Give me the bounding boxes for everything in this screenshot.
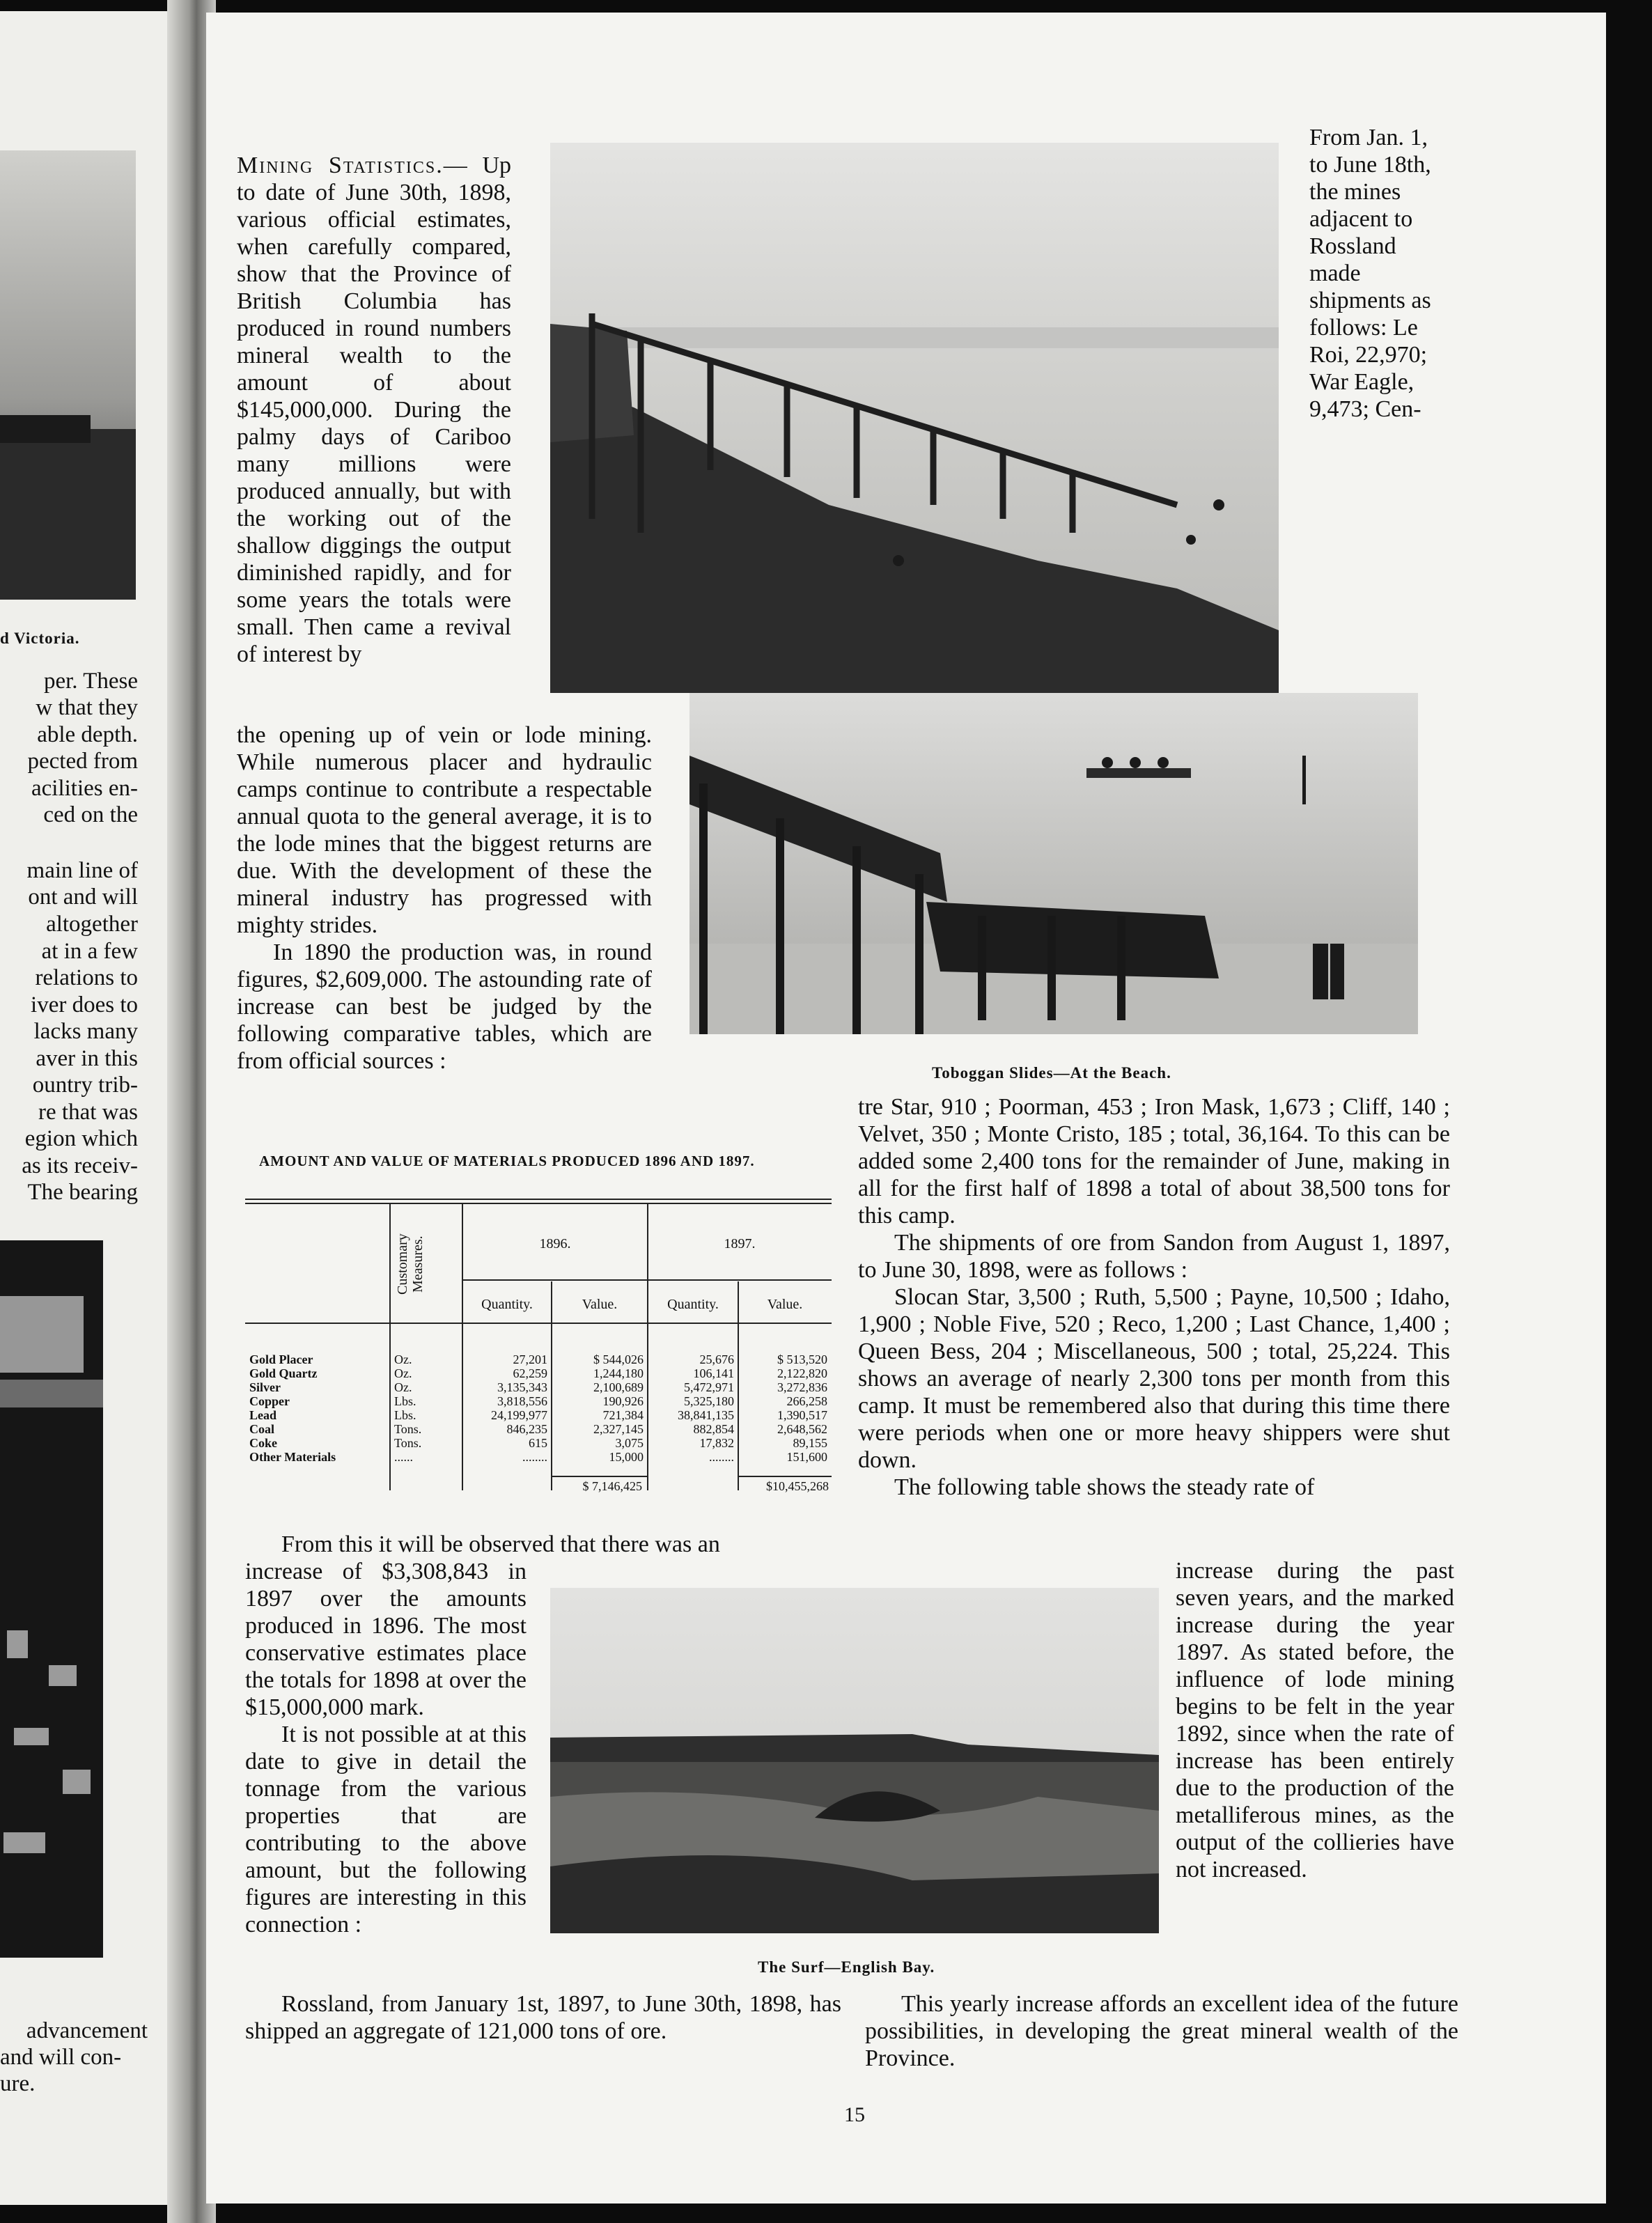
table-cell-value-1896: 15,000 xyxy=(609,1450,644,1464)
previous-page-line: and will con- xyxy=(0,2045,122,2070)
table-year-1897: 1897. xyxy=(724,1236,756,1251)
table-cell-quantity-1896: 846,235 xyxy=(506,1422,547,1436)
table-cell-quantity-1896: 27,201 xyxy=(513,1352,547,1366)
table-subheader-quantity-1897: Quantity. xyxy=(667,1297,719,1312)
previous-page-line: aver in this xyxy=(36,1046,138,1071)
table-cell-value-1896: 2,100,689 xyxy=(593,1380,644,1394)
table-cell-material: Gold Quartz xyxy=(249,1366,318,1380)
table-cell-quantity-1896: 3,135,343 xyxy=(497,1380,547,1394)
table-subheader-value-1896: Value. xyxy=(582,1297,618,1312)
column-a-lower xyxy=(237,722,652,1075)
table-cell-unit: Oz. xyxy=(394,1380,412,1394)
column-b xyxy=(858,1093,1450,1501)
paragraph: From this it will be observed that there was an xyxy=(281,1531,720,1557)
photo-toboggan-slides-graphic xyxy=(689,693,1418,1034)
table-cell-value-1897: $ 513,520 xyxy=(777,1352,827,1366)
table-cell-value-1896: $ 544,026 xyxy=(593,1352,644,1366)
photo-toboggan-slides xyxy=(689,693,1418,1034)
closing-paragraph xyxy=(865,1990,1458,2072)
table-row xyxy=(245,1436,832,1450)
table-cell-quantity-1896: 24,199,977 xyxy=(491,1408,547,1422)
table-cell-unit: Oz. xyxy=(394,1352,412,1366)
table-cell-material: Gold Placer xyxy=(249,1352,313,1366)
section-heading: Mining Statistics.— xyxy=(237,153,469,178)
table-cell-value-1896: 721,384 xyxy=(602,1408,644,1422)
column-b-wrap xyxy=(1176,1557,1454,1883)
table-cell-quantity-1897: 106,141 xyxy=(693,1366,734,1380)
previous-page-line: as its receiv- xyxy=(22,1153,138,1178)
previous-page-photo-bottom xyxy=(0,1240,103,1958)
paragraph: tre Star, 910 ; Poorman, 453 ; Iron Mask, 1,673 ; Cliff, 140 ; Velvet, 350 ; Monte Cristo, 185 ; total, 36,164. To this can be added some 2,400 tons for the remainder of June, making in all for the first half of 1898 a total of about 38,500 tons for this camp. xyxy=(858,1094,1450,1228)
previous-page-line: ure. xyxy=(0,2071,36,2096)
column-a-top xyxy=(237,152,511,668)
photo-beach-slide xyxy=(550,143,1279,693)
column-c-intro xyxy=(245,1531,841,1558)
previous-page-line: at in a few xyxy=(41,939,138,964)
previous-page-line: main line of xyxy=(26,858,138,883)
table-cell-quantity-1896: 62,259 xyxy=(513,1366,547,1380)
paragraph: increase of $3,308,843 in 1897 over the amounts produced in 1896. The most conservative estimates place the totals for 1898 at over the $15,000,000 mark. xyxy=(245,1559,527,1720)
previous-page-line: egion which xyxy=(24,1126,138,1151)
column-c xyxy=(245,1558,527,1938)
table-cell-quantity-1896: ........ xyxy=(522,1450,547,1464)
previous-page-photo-top-graphic xyxy=(0,150,136,600)
table-cell-material: Coke xyxy=(249,1436,277,1450)
table-cell-material: Copper xyxy=(249,1394,290,1408)
table-cell-quantity-1896: 3,818,556 xyxy=(497,1394,547,1408)
previous-page-line: acilities en- xyxy=(31,776,138,801)
previous-page-line: pected from xyxy=(27,749,138,774)
table-cell-unit: Tons. xyxy=(394,1422,422,1436)
table-cell-value-1897: 3,272,836 xyxy=(777,1380,827,1394)
paragraph: From Jan. 1, to June 18th, the mines adjacent to Rossland made shipments as follows: Le Roi, 22,970; War Eagle, 9,473; Cen- xyxy=(1309,125,1431,422)
previous-page-line: ced on the xyxy=(43,802,138,827)
previous-page-line: advancement xyxy=(26,2018,148,2043)
table-cell-value-1897: 1,390,517 xyxy=(777,1408,827,1422)
table-subheader-value-1897: Value. xyxy=(767,1297,803,1312)
table-cell-unit: Lbs. xyxy=(394,1394,416,1408)
table-cell-quantity-1896: 615 xyxy=(529,1436,547,1450)
paragraph: the opening up of vein or lode mining. While numerous placer and hydraulic camps continue to contribute a respectable annual quota to the general average, it is to the lode mines that the biggest returns are due. With the development of these the mineral industry has progressed with mighty strides. xyxy=(237,722,652,938)
table-cell-unit: ...... xyxy=(394,1450,413,1464)
previous-page-line: altogether xyxy=(46,912,138,937)
table-cell-material: Silver xyxy=(249,1380,281,1394)
table-row xyxy=(245,1380,832,1394)
table-cell-value-1896: 2,327,145 xyxy=(593,1422,644,1436)
table-cell-quantity-1897: 5,325,180 xyxy=(684,1394,734,1408)
page-number: 15 xyxy=(844,2103,865,2126)
table-cell-quantity-1897: 17,832 xyxy=(699,1436,734,1450)
table-cell-value-1896: 3,075 xyxy=(615,1436,644,1450)
table-cell-value-1896: 190,926 xyxy=(602,1394,644,1408)
previous-page-line: ont and will xyxy=(28,884,138,910)
previous-page-line: able depth. xyxy=(37,722,138,747)
table-year-1896: 1896. xyxy=(539,1236,571,1251)
table-total-1897: $10,455,268 xyxy=(766,1479,829,1493)
caption-surf: The Surf—English Bay. xyxy=(758,1958,935,1976)
table-row xyxy=(245,1408,832,1422)
paragraph: Up to date of June 30th, 1898, various official estimates, when carefully compared, show that the Province of British Columbia has produced in round numbers mineral wealth to the amount of about $145,000,000. During the palmy days of Cariboo many millions were produced annually, but with the working out of the shallow diggings the output diminished rapidly, and for some years the totals were small. Then came a revival of interest by xyxy=(237,153,511,667)
paragraph: It is not possible at at this date to give in detail the tonnage from the various properties that are contributing to the above amount, but the following figures are interesting in this connection : xyxy=(245,1722,527,1937)
table-row xyxy=(245,1366,832,1380)
paragraph: increase during the past seven years, and the marked increase during the year 1897. As stated before, the influence of lode mining begins to be felt in the year 1892, since when the rate of increase has been entirely due to the production of the metalliferous mines, as the output of the collieries have not increased. xyxy=(1176,1558,1454,1882)
previous-page-caption: d Victoria. xyxy=(0,630,80,647)
previous-page-text xyxy=(0,659,138,1230)
table-row xyxy=(245,1352,832,1366)
table-cell-value-1897: 266,258 xyxy=(786,1394,827,1408)
paragraph: Rossland, from January 1st, 1897, to June 30th, 1898, has shipped an aggregate of 121,000 tons of ore. xyxy=(245,1991,841,2044)
table-cell-material: Coal xyxy=(249,1422,274,1436)
table-cell-value-1897: 2,648,562 xyxy=(777,1422,827,1436)
caption-toboggan-slides: Toboggan Slides—At the Beach. xyxy=(932,1064,1171,1082)
paragraph: This yearly increase affords an excellent idea of the future possibilities, in developing the great mineral wealth of the Province. xyxy=(865,1991,1458,2071)
table-body xyxy=(245,1352,832,1464)
photo-surf-graphic xyxy=(550,1588,1159,1933)
table-title: AMOUNT AND VALUE OF MATERIALS PRODUCED 1896 AND 1897. xyxy=(259,1153,755,1169)
previous-page-fragment xyxy=(0,11,189,2205)
table-cell-value-1897: 2,122,820 xyxy=(777,1366,827,1380)
table-total-1896: $ 7,146,425 xyxy=(582,1479,642,1493)
photo-surf xyxy=(550,1588,1159,1933)
previous-page-line: ountry trib- xyxy=(32,1072,138,1098)
table-cell-material: Other Materials xyxy=(249,1450,336,1464)
table-cell-material: Lead xyxy=(249,1408,277,1422)
previous-page-line: iver does to xyxy=(31,992,138,1017)
table-cell-unit: Lbs. xyxy=(394,1408,416,1422)
column-right-top xyxy=(1309,124,1442,423)
table-cell-quantity-1897: 5,472,971 xyxy=(684,1380,734,1394)
table-cell-quantity-1897: ........ xyxy=(709,1450,734,1464)
table-subheader-quantity-1896: Quantity. xyxy=(481,1297,533,1312)
table-cell-unit: Oz. xyxy=(394,1366,412,1380)
table-cell-unit: Tons. xyxy=(394,1436,422,1450)
paragraph: The shipments of ore from Sandon from August 1, 1897, to June 30, 1898, were as follows : xyxy=(858,1230,1450,1283)
table-cell-value-1896: 1,244,180 xyxy=(593,1366,644,1380)
paragraph: In 1890 the production was, in round figures, $2,609,000. The astounding rate of increase can best be judged by the following comparative tables, which are from official sources : xyxy=(237,939,652,1074)
table-cell-quantity-1897: 882,854 xyxy=(693,1422,734,1436)
previous-page-photo-bottom-graphic xyxy=(0,1240,103,1958)
previous-page-line: lacks many xyxy=(33,1019,138,1044)
photo-beach-slide-graphic xyxy=(550,143,1279,693)
table-row xyxy=(245,1450,832,1464)
table-row xyxy=(245,1422,832,1436)
table-row xyxy=(245,1394,832,1408)
table-cell-value-1897: 151,600 xyxy=(786,1450,827,1464)
table-cell-quantity-1897: 38,841,135 xyxy=(678,1408,734,1422)
table-measures-header: Customary Measures. xyxy=(395,1233,426,1295)
previous-page-line: per. These xyxy=(43,669,138,694)
column-c-bottom xyxy=(245,1990,841,2045)
paragraph: Slocan Star, 3,500 ; Ruth, 5,500 ; Payne, 10,500 ; Idaho, 1,900 ; Noble Five, 520 ; Reco, 1,200 ; Last Chance, 1,400 ; Queen Bess, 204 ; Miscellaneous, 500 ; total, 25,224. This shows an average of nearly 2,300 tons per month from this camp. It must be remembered also that during this time there were periods when one or more heavy shippers were shut down. xyxy=(858,1284,1450,1473)
previous-page-photo-top xyxy=(0,150,136,600)
paragraph: The following table shows the steady rate of xyxy=(894,1474,1315,1500)
table-cell-value-1897: 89,155 xyxy=(793,1436,827,1450)
table-cell-quantity-1897: 25,676 xyxy=(699,1352,734,1366)
previous-page-line: re that was xyxy=(38,1100,138,1125)
previous-page-line: The bearing xyxy=(27,1180,138,1205)
previous-page-line: relations to xyxy=(35,965,138,990)
previous-page-line: w that they xyxy=(36,695,138,720)
